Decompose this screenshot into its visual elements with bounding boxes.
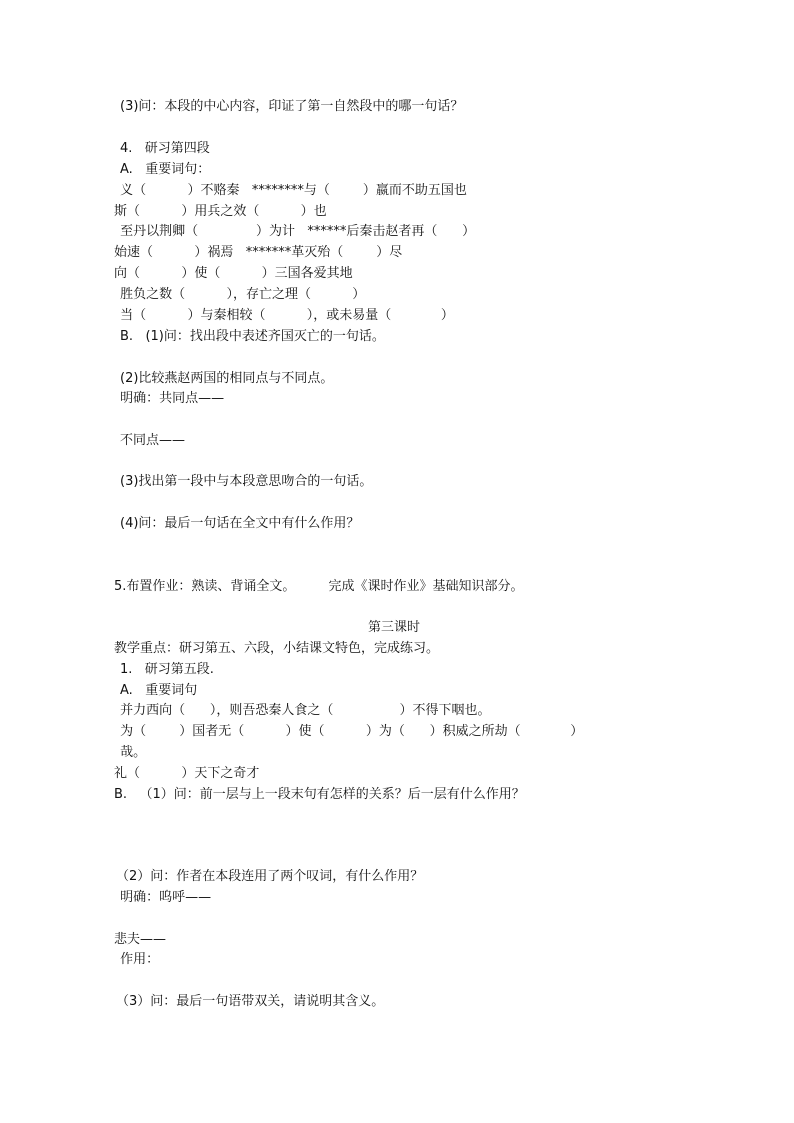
text-line: （3）问：最后一句语带双关，请说明其含义。: [116, 994, 385, 1009]
text-line: (3)找出第一段中与本段意思吻合的一句话。: [120, 474, 373, 489]
text-line: 为（ ）国者无（ ）使（ ）为（ ）积威之所劫（ ）: [116, 724, 584, 739]
lesson-title: 第三课时: [368, 620, 421, 635]
text-line: 不同点——: [120, 433, 186, 448]
text-line: B. (1)问：找出段中表述齐国灭亡的一句话。: [120, 329, 385, 344]
text-line: 悲夫——: [114, 932, 167, 947]
text-line: 至丹以荆卿（ ）为计 ******后秦击赵者再（ ）: [116, 224, 476, 239]
text-line: 向（ ）使（ ）三国各爱其地: [114, 266, 353, 281]
text-line: 教学重点：研习第五、六段，小结课文特色，完成练习。: [114, 641, 440, 656]
text-line: (4)问：最后一句话在全文中有什么作用？: [120, 516, 360, 531]
text-line: 明确：呜呼——: [116, 890, 212, 905]
text-line: 哉。: [116, 745, 147, 760]
text-line: B. （1）问：前一层与上一段末句有怎样的关系？后一层有什么作用？: [114, 787, 525, 802]
text-line: 胜负之数（ ），存亡之理（ ）: [116, 287, 366, 302]
text-line: 礼（ ）天下之奇才: [114, 766, 260, 781]
section-heading: 1. 研习第五段.: [120, 662, 214, 677]
text-line: 并力西向（ ），则吾恐秦人食之（ ）不得下咽也。: [116, 703, 491, 718]
text-line: 始速（ ）祸焉 *******革灭殆（ ）尽: [114, 245, 403, 260]
text-line: （2）问：作者在本段连用了两个叹词，有什么作用？: [116, 869, 424, 884]
text-line: 义（ ）不赂秦 ********与（ ）嬴而不助五国也: [116, 183, 467, 198]
text-line: (2)比较燕赵两国的相同点与不同点。: [120, 371, 334, 386]
section-heading: 4. 研习第四段: [120, 141, 210, 156]
text-line: 斯（ ）用兵之效（ ）也: [114, 204, 327, 219]
text-line: A. 重要词句: [120, 683, 198, 698]
text-line: 当（ ）与秦相较（ ），或未易量（ ）: [116, 308, 454, 323]
text-line: 明确：共同点——: [116, 391, 225, 406]
text-line: 作用：: [116, 952, 160, 967]
text-line: (3)问：本段的中心内容，印证了第一自然段中的哪一句话？: [120, 99, 464, 114]
text-line: A. 重要词句：: [120, 162, 211, 177]
text-line: 5.布置作业：熟读、背诵全文。 完成《课时作业》基础知识部分。: [114, 579, 524, 594]
